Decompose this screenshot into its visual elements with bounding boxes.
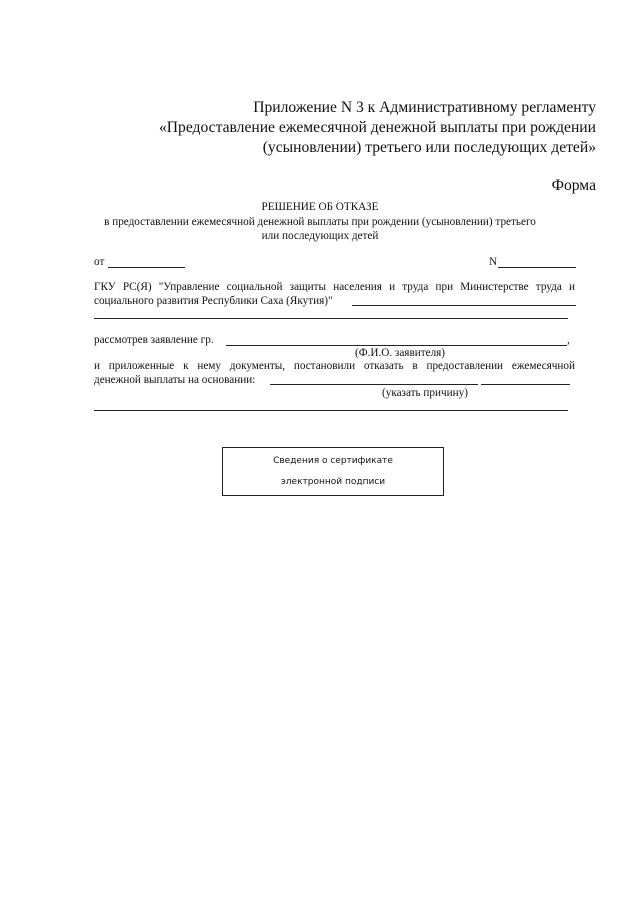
documents-line-1: и приложенные к нему документы, постановили отказать в предоставлении ежемесячной (94, 360, 575, 372)
organization-extra-line (94, 318, 568, 319)
organization-line-1: ГКУ РС(Я) "Управление социальной защиты населения и труда при Министерстве труда и (94, 281, 575, 293)
from-label: от (94, 256, 105, 268)
appendix-line-3: (усыновлении) третьего или последующих детей» (262, 139, 596, 156)
applicant-name-line (226, 345, 567, 346)
appendix-line-2: «Предоставление ежемесячной денежной выплаты при рождении (158, 119, 596, 136)
number-label: N (489, 256, 498, 268)
reason-field-line-end (481, 384, 570, 385)
decision-title: РЕШЕНИЕ ОБ ОТКАЗЕ (261, 201, 379, 213)
reason-hint: (указать причину) (382, 387, 468, 399)
documents-line-2: денежной выплаты на основании: (94, 374, 256, 386)
e-signature-box (222, 447, 444, 496)
date-field-line (108, 267, 185, 268)
reason-extra-line (94, 410, 568, 411)
form-label: Форма (551, 177, 596, 194)
applicant-comma: , (567, 334, 570, 346)
reviewed-label: рассмотрев заявление гр. (94, 334, 214, 346)
reason-field-line (270, 384, 478, 385)
decision-subtitle-line-1: в предоставлении ежемесячной денежной выплаты при рождении (усыновлении) третьего (104, 216, 536, 228)
e-signature-line-2: электронной подписи (280, 477, 386, 487)
appendix-line-1: Приложение N 3 к Административному регламенту (253, 99, 596, 116)
e-signature-line-1: Сведения о сертификате (273, 456, 393, 466)
number-field-line (498, 267, 576, 268)
decision-subtitle-line-2: или последующих детей (261, 230, 379, 242)
organization-field-line (352, 305, 576, 306)
applicant-hint: (Ф.И.О. заявителя) (355, 347, 446, 359)
organization-line-2: социального развития Республики Саха (Якутия)" (94, 295, 333, 307)
